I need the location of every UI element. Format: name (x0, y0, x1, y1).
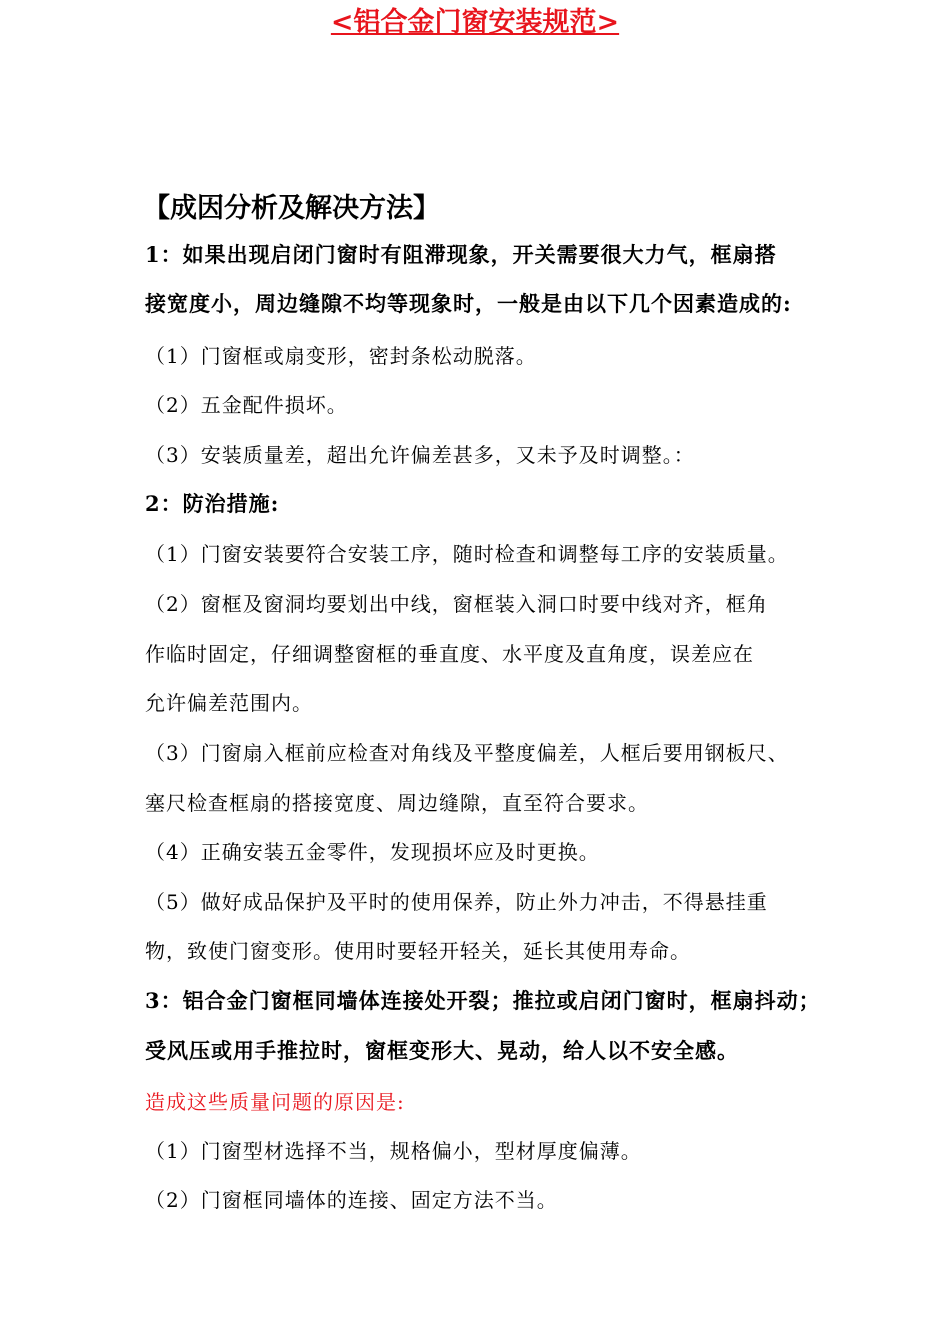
list-item-continued: 作临时固定，仔细调整窗框的垂直度、水平度及直角度，误差应在 (145, 642, 754, 666)
section-heading: 【成因分析及解决方法】 (143, 193, 440, 224)
subheading: 2：防治措施: (145, 491, 280, 516)
list-item: （4）正确安装五金零件，发现损坏应及时更换。 (145, 840, 600, 864)
paragraph-line: 受风压或用手推拉时，窗框变形大、晃动，给人以不安全感。 (145, 1038, 739, 1063)
list-item-continued: 塞尺检查框扇的搭接宽度、周边缝隙，直至符合要求。 (145, 791, 649, 815)
list-item: （2）五金配件损坏。 (145, 393, 348, 417)
list-item: （2）窗框及窗洞均要划出中线，窗框装入洞口时要中线对齐，框角 (145, 592, 768, 616)
list-item: （3）安装质量差，超出允许偏差甚多，又未予及时调整。： (145, 443, 695, 467)
paragraph-line: 接宽度小，周边缝隙不均等现象时，一般是由以下几个因素造成的: (145, 291, 792, 316)
paragraph-line: 1：如果出现启闭门窗时有阻滞现象，开关需要很大力气，框扇搭 (145, 242, 777, 267)
list-item-continued: 允许偏差范围内。 (145, 691, 313, 715)
document-title: <铝合金门窗安装规范> (330, 7, 620, 38)
list-item: （3）门窗扇入框前应检查对角线及平整度偏差，人框后要用钢板尺、 (145, 741, 789, 765)
list-item: （1）门窗安装要符合安装工序，随时检查和调整每工序的安装质量。 (145, 542, 789, 566)
list-item-continued: 物，致使门窗变形。使用时要轻开轻关，延长其使用寿命。 (145, 939, 691, 963)
list-item: （1）门窗框或扇变形，密封条松动脱落。 (145, 344, 537, 368)
list-item: （1）门窗型材选择不当，规格偏小，型材厚度偏薄。 (145, 1139, 642, 1163)
list-item: （5）做好成品保护及平时的使用保养，防止外力冲击，不得悬挂重 (145, 890, 768, 914)
list-item: （2）门窗框同墙体的连接、固定方法不当。 (145, 1188, 558, 1212)
highlight-line: 造成这些质量问题的原因是: (145, 1090, 405, 1114)
paragraph-line: 3：铝合金门窗框同墙体连接处开裂；推拉或启闭门窗时，框扇抖动； (145, 988, 821, 1013)
